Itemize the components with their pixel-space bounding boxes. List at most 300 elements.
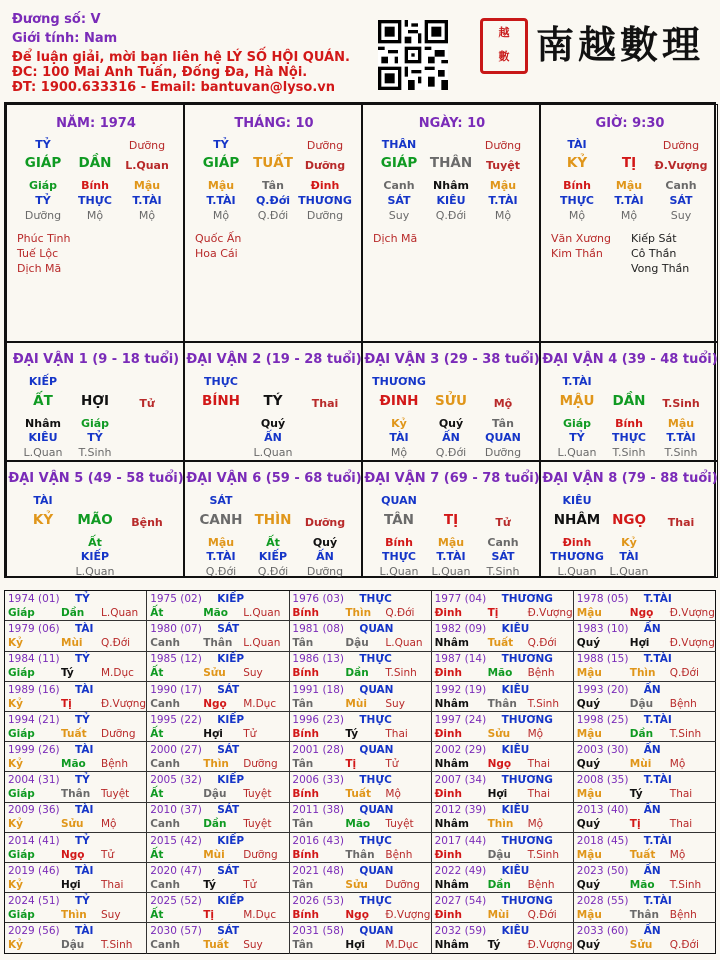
hidden-stem: Giáp xyxy=(80,417,110,430)
year-cell xyxy=(147,621,289,651)
hidden-stage: Q.Đới xyxy=(435,446,467,459)
year-cell xyxy=(5,772,147,802)
year-god: THỰC xyxy=(359,774,392,787)
year-god: T.TÀI xyxy=(643,774,672,787)
hidden-stage: Q.Đới xyxy=(257,209,289,222)
year-branch: Dần xyxy=(203,818,227,831)
hidden-god: KIÊU xyxy=(436,194,466,207)
star-name: Văn Xương xyxy=(551,232,611,245)
hidden-stem: Ất xyxy=(88,536,102,549)
hidden-god: KIẾP xyxy=(80,550,110,563)
year-stage: Q.Đới xyxy=(385,607,415,619)
year-stem: Quý xyxy=(576,758,601,770)
year-stage: Mộ xyxy=(527,727,544,740)
year-god: T.TÀI xyxy=(643,653,672,666)
year-label: 2006 (33) xyxy=(292,774,345,787)
year-label: 2031 (58) xyxy=(292,925,345,938)
year-cell xyxy=(147,772,289,802)
hidden-god: KIẾP xyxy=(258,550,288,563)
year-stem: Mậu xyxy=(576,788,602,801)
year-stage: L.Quan xyxy=(243,637,281,650)
hidden-god: QUAN xyxy=(485,431,521,444)
year-branch: Ngọ xyxy=(203,697,227,710)
year-branch: Tý xyxy=(61,667,74,680)
year-stage: Đ.Vượng xyxy=(669,607,715,619)
year-stage: Đ.Vượng xyxy=(527,607,573,619)
year-god: THƯƠNG xyxy=(501,653,553,666)
dai-van-god: THƯƠNG xyxy=(372,375,426,388)
year-label: 1995 (22) xyxy=(150,713,202,726)
year-stage: Thai xyxy=(101,878,124,891)
year-cell xyxy=(147,742,289,772)
year-stage: Dưỡng xyxy=(101,727,136,740)
year-god: QUAN xyxy=(359,744,394,756)
dai-van-cell xyxy=(184,342,362,461)
year-stage: Đ.Vượng xyxy=(527,939,573,952)
hidden-god: SÁT xyxy=(387,194,411,207)
dai-van-stage: T.Sinh xyxy=(662,397,700,410)
year-cell xyxy=(5,591,147,621)
year-god: TỶ xyxy=(75,834,90,847)
year-stage: Tử xyxy=(243,878,257,891)
year-cell xyxy=(432,893,574,923)
year-cell xyxy=(147,591,289,621)
year-stem: Đinh xyxy=(434,667,462,680)
year-god: T.TÀI xyxy=(643,895,672,907)
pillar-stem: KỶ xyxy=(566,155,588,171)
hidden-stem: Mậu xyxy=(615,179,643,192)
year-label: 2024 (51) xyxy=(8,895,60,907)
year-stem: Tân xyxy=(292,818,314,831)
year-label: 1987 (14) xyxy=(434,653,487,666)
hidden-stage: Mộ xyxy=(494,209,512,222)
year-stage: Đ.Vượng xyxy=(669,637,715,650)
year-label: 2008 (35) xyxy=(576,774,629,787)
hidden-stem: Bính xyxy=(563,179,591,192)
star-name: Phúc Tinh xyxy=(17,232,71,245)
dai-van-branch: TỊ xyxy=(443,512,459,528)
hidden-stem: Canh xyxy=(665,179,697,192)
year-branch: Tị xyxy=(203,909,214,921)
hidden-stage: Dưỡng xyxy=(306,209,344,222)
year-stage: Q.Đới xyxy=(669,667,699,680)
pillar-stage: Dưỡng xyxy=(484,139,522,152)
hidden-stem: Quý xyxy=(312,536,338,549)
year-label: 2010 (37) xyxy=(150,804,202,817)
year-stem: Đinh xyxy=(434,607,462,619)
hidden-stem: Đinh xyxy=(310,179,340,192)
year-label: 2007 (34) xyxy=(434,774,487,787)
dai-van-title: ĐẠI VẬN 6 (59 - 68 tuổi) xyxy=(186,471,362,486)
year-cell xyxy=(5,923,147,953)
dai-van-title: ĐẠI VẬN 1 (9 - 18 tuổi) xyxy=(12,352,180,367)
dai-van-stage: Thai xyxy=(667,516,695,529)
year-branch: Tý xyxy=(203,878,216,891)
year-stem: Tân xyxy=(292,939,314,952)
year-label: 1978 (05) xyxy=(576,593,629,605)
year-branch: Sửu xyxy=(61,818,84,831)
hidden-stage: L.Quan xyxy=(609,565,649,578)
hidden-god: TỶ xyxy=(35,194,51,207)
hidden-stage: Q.Đới xyxy=(435,209,467,222)
pillar-relation: Đ.Vượng xyxy=(654,159,708,172)
year-stem: Canh xyxy=(150,878,180,891)
dai-van-stem: KỶ xyxy=(32,512,54,528)
hidden-stage: Suy xyxy=(670,209,692,222)
year-branch: Tuất xyxy=(61,727,87,740)
year-god: SÁT xyxy=(217,744,240,756)
year-stem: Nhâm xyxy=(434,878,469,891)
year-god: QUAN xyxy=(359,804,394,817)
year-stage: T.Sinh xyxy=(669,878,702,891)
year-stem: Bính xyxy=(292,607,319,619)
year-label: 1991 (18) xyxy=(292,683,345,696)
hidden-god: THƯƠNG xyxy=(550,550,604,563)
pillar-god-stem: TỶ xyxy=(213,138,229,151)
year-stem: Tân xyxy=(292,758,314,770)
hidden-stage: Mộ xyxy=(86,209,104,222)
year-cell xyxy=(289,712,431,742)
year-stage: Thai xyxy=(669,788,693,801)
year-stem: Canh xyxy=(150,939,180,952)
year-cell xyxy=(574,923,716,953)
year-label: 1985 (12) xyxy=(150,653,202,666)
year-cell xyxy=(432,591,574,621)
year-stem: Nhâm xyxy=(434,939,469,952)
year-stem: Quý xyxy=(576,878,601,891)
year-cell xyxy=(289,682,431,712)
year-label: 2009 (36) xyxy=(8,804,60,817)
gender: Giới tính: Nam xyxy=(12,31,118,46)
year-cell xyxy=(289,621,431,651)
hidden-stage: Mộ xyxy=(568,209,586,222)
dai-van-title: ĐẠI VẬN 8 (79 - 88 tuổi) xyxy=(542,471,718,486)
hidden-stem: Bính xyxy=(615,417,643,430)
year-stem: Giáp xyxy=(8,667,35,680)
hidden-stage: T.Sinh xyxy=(664,446,698,459)
year-stage: Thai xyxy=(527,758,551,770)
hidden-stem: Bính xyxy=(385,536,413,549)
hidden-stage: L.Quan xyxy=(431,565,471,578)
year-branch: Mão xyxy=(203,607,228,619)
year-stem: Bính xyxy=(292,667,319,680)
year-stage: Tuyệt xyxy=(385,818,414,831)
year-god: THƯƠNG xyxy=(501,774,553,787)
year-god: KIẾP xyxy=(217,593,245,605)
year-cell xyxy=(574,591,716,621)
year-cell xyxy=(574,621,716,651)
year-stage: Tử xyxy=(101,848,115,861)
star-name: Tuế Lộc xyxy=(17,247,59,260)
year-cell xyxy=(5,802,147,832)
star-name: Dịch Mã xyxy=(17,262,62,275)
year-god: TỶ xyxy=(75,774,90,787)
year-stem: Tân xyxy=(292,697,314,710)
hidden-stage: T.Sinh xyxy=(612,446,646,459)
year-cell xyxy=(574,863,716,893)
year-cell xyxy=(147,893,289,923)
year-cell xyxy=(432,621,574,651)
year-stem: Nhâm xyxy=(434,818,469,831)
hidden-god: SÁT xyxy=(669,194,693,207)
year-stem: Giáp xyxy=(8,607,35,619)
year-god: KIÊU xyxy=(501,925,530,938)
hidden-stem: Ất xyxy=(266,536,280,549)
hidden-god: THỰC xyxy=(78,194,112,207)
year-stage: Mộ xyxy=(385,788,401,801)
year-stage: Thai xyxy=(669,818,693,831)
pillar-stem: GIÁP xyxy=(202,155,240,171)
year-cell xyxy=(574,802,716,832)
year-branch: Dậu xyxy=(629,697,654,710)
year-stage: Mộ xyxy=(669,758,686,770)
year-cell xyxy=(574,651,716,681)
hidden-stem: Kỷ xyxy=(621,536,637,549)
year-branch: Sửu xyxy=(629,939,653,952)
year-branch: Mùi xyxy=(61,637,83,650)
year-stem: Bính xyxy=(292,909,319,921)
year-branch: Thân xyxy=(629,909,659,921)
year-god: THỰC xyxy=(359,834,392,847)
year-label: 2003 (30) xyxy=(576,744,629,756)
year-cell xyxy=(147,802,289,832)
year-stem: Bính xyxy=(292,788,319,801)
dai-van-stem: TÂN xyxy=(384,512,414,528)
year-god: KIÊU xyxy=(501,744,530,756)
year-label: 1976 (03) xyxy=(292,593,345,605)
year-branch: Mùi xyxy=(487,909,510,921)
hidden-god: Q.Đới xyxy=(255,194,291,207)
hidden-stage: Suy xyxy=(388,209,410,222)
year-god: ẤN xyxy=(643,864,661,877)
year-label: 1980 (07) xyxy=(150,623,202,636)
star-name: Kim Thần xyxy=(551,247,603,260)
year-stage: Dưỡng xyxy=(243,848,278,861)
year-stage: Suy xyxy=(243,667,263,680)
hidden-god: THỰC xyxy=(382,550,416,563)
year-branch: Thân xyxy=(61,788,91,801)
year-stage: Bệnh xyxy=(101,758,128,770)
year-cell xyxy=(147,651,289,681)
pillar-relation: Dưỡng xyxy=(304,159,346,172)
dai-van-stem: NHÂM xyxy=(553,512,601,528)
year-branch: Dậu xyxy=(345,637,369,650)
hidden-stage: Mộ xyxy=(212,209,230,222)
year-branch: Hợi xyxy=(203,727,223,740)
year-stem: Giáp xyxy=(8,788,35,801)
year-branch: Hợi xyxy=(61,878,81,891)
year-label: 1975 (02) xyxy=(150,593,202,605)
hidden-stage: Dưỡng xyxy=(24,209,62,222)
year-stem: Đinh xyxy=(434,909,462,921)
year-stage: Q.Đới xyxy=(527,637,557,650)
dai-van-cell xyxy=(362,461,540,578)
hidden-stem: Mậu xyxy=(667,417,695,430)
year-god: TỶ xyxy=(75,895,90,907)
year-branch: Dậu xyxy=(61,939,85,952)
year-cell xyxy=(5,682,147,712)
year-cell xyxy=(432,802,574,832)
pillar-branch: TỊ xyxy=(621,155,637,171)
pillar-stage: Dưỡng xyxy=(128,139,166,152)
dai-van-branch: THÌN xyxy=(254,512,292,528)
hidden-stage: L.Quan xyxy=(557,446,597,459)
hidden-stem: Quý xyxy=(260,417,286,430)
year-stage: Tử xyxy=(385,758,399,770)
year-stage: Đ.Vượng xyxy=(101,697,147,710)
year-branch: Tý xyxy=(487,939,501,952)
year-cell xyxy=(289,651,431,681)
year-cell xyxy=(432,772,574,802)
phone-email-line[interactable]: ĐT: 1900.633316 - Email: bantuvan@lyso.vn xyxy=(12,80,336,95)
year-stem: Bính xyxy=(292,848,319,861)
year-cell xyxy=(147,712,289,742)
star-name: Quốc Ấn xyxy=(195,232,242,245)
hidden-stem: Mậu xyxy=(489,179,517,192)
year-stage: Q.Đới xyxy=(527,909,557,921)
year-stage: Thai xyxy=(385,727,408,740)
year-god: KIẾP xyxy=(217,653,245,666)
dai-van-stage: Tử xyxy=(139,397,155,410)
year-label: 1982 (09) xyxy=(434,623,487,636)
year-stem: Mậu xyxy=(576,848,602,861)
year-cell xyxy=(5,893,147,923)
year-god: ẤN xyxy=(643,623,661,636)
year-stem: Ất xyxy=(150,788,164,801)
year-branch: Thân xyxy=(203,637,233,650)
year-cell xyxy=(147,682,289,712)
hidden-god: T.TÀI xyxy=(488,194,518,207)
hidden-stem: Mậu xyxy=(207,179,235,192)
year-branch: Tuất xyxy=(487,637,514,650)
year-stem: Ất xyxy=(150,667,164,680)
year-god: KIÊU xyxy=(501,623,530,636)
hidden-stage: Mộ xyxy=(620,209,638,222)
hidden-stem: Kỷ xyxy=(391,417,407,430)
year-stem: Kỷ xyxy=(8,697,23,710)
year-cell xyxy=(5,621,147,651)
dai-van-title: ĐẠI VẬN 4 (39 - 48 tuổi) xyxy=(542,352,718,367)
year-stem: Giáp xyxy=(8,727,35,740)
year-label: 2028 (55) xyxy=(576,895,629,907)
hidden-god: T.TÀI xyxy=(206,194,236,207)
pillar-branch: TUẤT xyxy=(253,155,293,171)
hidden-stem: Tân xyxy=(492,417,514,430)
year-branch: Ngọ xyxy=(345,909,369,921)
year-label: 2018 (45) xyxy=(576,834,629,847)
hidden-stage: L.Quan xyxy=(557,565,597,578)
year-label: 2004 (31) xyxy=(8,774,60,787)
year-stage: M.Dục xyxy=(385,939,419,952)
year-branch: Dần xyxy=(487,878,511,891)
year-label: 1974 (01) xyxy=(8,593,60,605)
hidden-god: ẤN xyxy=(316,550,334,563)
star-name: Dịch Mã xyxy=(373,232,418,245)
year-label: 2023 (50) xyxy=(576,864,629,877)
year-label: 1999 (26) xyxy=(8,744,60,756)
year-label: 2020 (47) xyxy=(150,864,202,877)
pillar-god-stem: TÀI xyxy=(567,138,587,151)
pillar-cell xyxy=(184,104,362,342)
dai-van-stage: Mộ xyxy=(493,397,513,410)
year-stage: Thai xyxy=(527,788,551,801)
year-label: 1979 (06) xyxy=(8,623,60,636)
year-branch: Ngọ xyxy=(61,848,85,861)
pillar-god-stem: TỶ xyxy=(35,138,51,151)
year-god: ẤN xyxy=(643,683,661,696)
hidden-stage: T.Sinh xyxy=(78,446,112,459)
year-label: 1984 (11) xyxy=(8,653,60,666)
year-stage: Bệnh xyxy=(669,909,697,921)
year-branch: Dần xyxy=(61,607,85,619)
dai-van-title: ĐẠI VẬN 5 (49 - 58 tuổi) xyxy=(8,471,184,486)
dai-van-title: ĐẠI VẬN 7 (69 - 78 tuổi) xyxy=(364,471,540,486)
year-stem: Kỷ xyxy=(8,939,23,952)
dai-van-god: KIÊU xyxy=(562,494,592,507)
year-stem: Giáp xyxy=(8,909,35,921)
year-god: SÁT xyxy=(217,623,240,636)
year-god: THƯƠNG xyxy=(501,593,553,605)
dai-van-god: KIẾP xyxy=(28,375,58,388)
year-stem: Quý xyxy=(576,697,601,710)
dai-van-branch: SỬU xyxy=(435,393,467,409)
pillar-stem: GIÁP xyxy=(24,155,62,171)
year-branch: Tuất xyxy=(629,848,656,861)
year-stem: Nhâm xyxy=(434,637,469,650)
year-stage: Tuyệt xyxy=(243,788,272,801)
year-stem: Kỷ xyxy=(8,818,23,831)
year-stem: Ất xyxy=(150,607,164,619)
year-cell xyxy=(147,863,289,893)
hidden-god: THƯƠNG xyxy=(298,194,352,207)
year-label: 2005 (32) xyxy=(150,774,202,787)
year-god: TÀI xyxy=(75,925,94,938)
hidden-stem: Tân xyxy=(262,179,284,192)
dai-van-stem: ẤT xyxy=(33,393,53,409)
pillar-stage: Dưỡng xyxy=(662,139,700,152)
dai-van-cell xyxy=(6,461,184,578)
year-stage: T.Sinh xyxy=(385,667,417,680)
year-branch: Hợi xyxy=(487,788,508,801)
year-label: 2014 (41) xyxy=(8,834,60,847)
hidden-god: KIÊU xyxy=(28,431,58,444)
year-label: 2026 (53) xyxy=(292,895,345,907)
year-god: TÀI xyxy=(75,744,94,756)
year-branch: Mão xyxy=(629,878,655,891)
year-branch: Tuất xyxy=(203,939,229,952)
year-stage: Dưỡng xyxy=(385,878,420,891)
year-stem: Mậu xyxy=(576,667,602,680)
dai-van-branch: MÃO xyxy=(77,512,113,528)
year-stage: L.Quan xyxy=(385,637,423,650)
year-god: TÀI xyxy=(75,864,94,877)
hidden-stem: Giáp xyxy=(562,417,592,430)
hidden-stage: Mộ xyxy=(390,446,408,459)
year-cell xyxy=(574,682,716,712)
year-god: SÁT xyxy=(217,925,240,938)
dai-van-stem: BÍNH xyxy=(202,393,240,409)
year-cell xyxy=(289,893,431,923)
hidden-stem: Mậu xyxy=(207,536,235,549)
year-god: TÀI xyxy=(75,683,94,696)
year-stem: Quý xyxy=(576,637,601,650)
year-label: 1981 (08) xyxy=(292,623,345,636)
year-label: 2002 (29) xyxy=(434,744,487,756)
year-branch: Thân xyxy=(345,848,375,861)
pillar-god-stem: THÂN xyxy=(381,138,417,151)
red-seal-icon: 越 數 xyxy=(480,18,528,74)
year-god: KIÊU xyxy=(501,864,530,877)
